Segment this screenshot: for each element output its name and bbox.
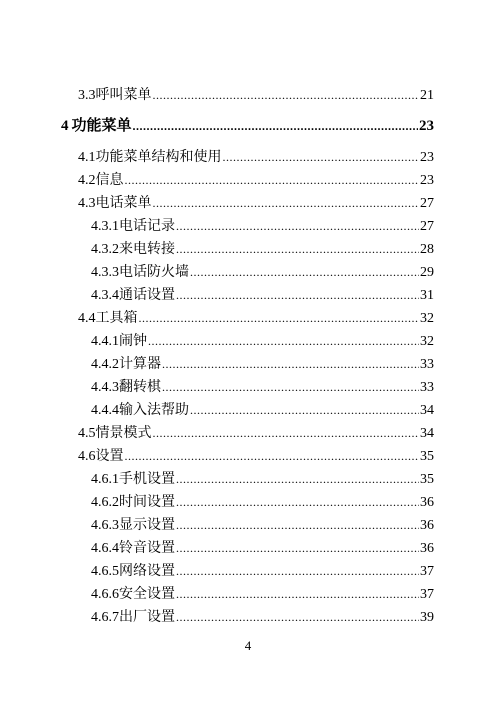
toc-entry[interactable] [91,239,434,259]
toc-entry-title: 手机设置 [119,472,175,487]
toc-dot-leader [176,515,419,535]
toc-entry-number: 4.6.1 [91,472,119,487]
toc-entry-number: 4.3 [78,196,96,211]
toc-entry-number: 4.6.4 [91,541,119,556]
toc-entry-page: 29 [420,265,434,280]
toc-entry-number: 4.4.4 [91,403,119,418]
toc-entry-title: 功能菜单结构和使用 [95,150,222,165]
toc-entry-number: 4 [61,118,69,134]
toc-entry[interactable] [91,515,434,535]
toc-dot-leader [125,446,420,466]
toc-entry-title: 时间设置 [119,495,175,510]
toc-entry-number: 4.4.1 [91,334,119,349]
toc-entry-title: 铃音设置 [119,541,175,556]
toc-entry-number: 4.6.6 [91,587,119,602]
toc-entry-title: 设置 [95,449,124,464]
toc-entry-page: 36 [420,495,434,510]
toc-dot-leader [162,354,419,374]
toc-entry[interactable] [91,216,434,236]
toc-dot-leader [190,262,419,282]
toc-entry-page: 35 [420,449,434,464]
toc-dot-leader [176,584,419,604]
toc-entry-page: 33 [420,357,434,372]
toc-entry-title: 通话设置 [119,288,175,303]
toc-dot-leader [162,377,419,397]
toc-dot-leader [223,147,420,167]
toc-entry[interactable] [78,85,434,105]
toc-entry[interactable] [91,492,434,512]
toc-dot-leader [190,400,419,420]
toc-entry-title: 闹钟 [119,334,147,349]
toc-dot-leader [176,538,419,558]
toc-entry-number: 4.5 [78,426,96,441]
toc-entry-page: 28 [420,242,434,257]
toc-entry-title: 信息 [95,173,124,188]
toc-entry-page: 34 [420,426,434,441]
toc-entry-page: 23 [420,150,434,165]
toc-entry[interactable] [91,285,434,305]
toc-entry-page: 36 [420,518,434,533]
toc-entry-title: 工具箱 [95,311,138,326]
toc-entry[interactable] [78,308,434,328]
toc-entry-title: 情景模式 [95,426,152,441]
toc-entry-page: 39 [420,610,434,625]
toc-entry-chapter[interactable] [61,116,434,136]
toc-dot-leader [176,492,419,512]
toc-dot-leader [176,216,419,236]
toc-entry-title: 网络设置 [119,564,175,579]
toc-dot-leader [153,423,420,443]
toc-dot-leader [148,331,419,351]
toc-entry[interactable] [91,331,434,351]
toc-entry-number: 3.3 [78,88,96,103]
toc-entry-number: 4.3.3 [91,265,119,280]
toc-dot-leader [176,285,419,305]
toc-entry-page: 27 [420,219,434,234]
toc-dot-leader [133,116,419,136]
toc-entry-number: 4.3.1 [91,219,119,234]
toc-dot-leader [176,607,419,627]
toc-entry-number: 4.6.3 [91,518,119,533]
toc-entry-title: 输入法帮助 [119,403,189,418]
toc-dot-leader [176,561,419,581]
toc-entry[interactable] [91,469,434,489]
toc-dot-leader [125,170,420,190]
toc-entry-title: 功能菜单 [71,118,132,134]
toc-entry[interactable] [91,538,434,558]
toc-entry-title: 安全设置 [119,587,175,602]
toc-entry-number: 4.4 [78,311,96,326]
toc-entry-title: 计算器 [119,357,161,372]
toc-entry-page: 34 [420,403,434,418]
toc-entry-number: 4.2 [78,173,96,188]
toc-entry-number: 4.4.3 [91,380,119,395]
toc-entry-page: 37 [420,564,434,579]
toc-entry-title: 出厂设置 [119,610,175,625]
toc-entry[interactable] [78,446,434,466]
toc-entry-number: 4.6 [78,449,96,464]
toc-entry[interactable] [78,147,434,167]
toc-entry-number: 4.1 [78,150,96,165]
toc-entry-page: 21 [420,88,434,103]
toc-entry-page: 23 [419,118,434,134]
toc-entry[interactable] [91,262,434,282]
toc-entry-number: 4.3.4 [91,288,119,303]
toc-entry-page: 35 [420,472,434,487]
toc-entry[interactable] [78,193,434,213]
toc-entry-title: 电话记录 [119,219,175,234]
toc-dot-leader [176,239,419,259]
toc-entry-number: 4.4.2 [91,357,119,372]
toc-entry-title: 电话菜单 [95,196,152,211]
toc-entry-page: 36 [420,541,434,556]
toc-entry-page: 33 [420,380,434,395]
toc-entry[interactable] [78,423,434,443]
toc-entry-title: 显示设置 [119,518,175,533]
toc-entry-number: 4.3.2 [91,242,119,257]
toc-dot-leader [153,85,420,105]
toc-entry[interactable] [91,561,434,581]
toc-entry-page: 31 [420,288,434,303]
toc-entry-number: 4.6.2 [91,495,119,510]
toc-entry-page: 32 [420,311,434,326]
toc-entry-number: 4.6.7 [91,610,119,625]
toc-entry-page: 37 [420,587,434,602]
toc-entry-title: 电话防火墙 [119,265,189,280]
toc-entry[interactable] [91,400,434,420]
toc-entry-number: 4.6.5 [91,564,119,579]
toc-entry[interactable] [78,170,434,190]
toc-entry-title: 翻转棋 [119,380,161,395]
toc-entry-page: 23 [420,173,434,188]
toc-dot-leader [176,469,419,489]
toc-dot-leader [153,193,420,213]
toc-entry-page: 32 [420,334,434,349]
toc-entry[interactable] [91,584,434,604]
page-number: 4 [244,638,252,653]
toc-entry[interactable] [91,377,434,397]
toc-entry-title: 呼叫菜单 [95,88,152,103]
toc-entry-title: 来电转接 [119,242,175,257]
toc-entry-page: 27 [420,196,434,211]
toc-dot-leader [139,308,420,328]
toc-entry[interactable] [91,354,434,374]
toc-entry[interactable] [91,607,434,627]
